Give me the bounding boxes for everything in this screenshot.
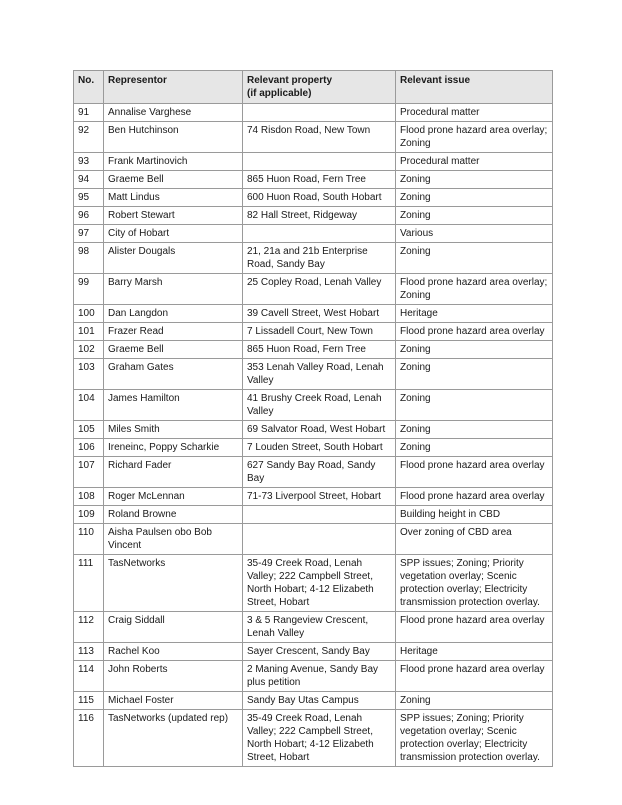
- cell-no: 94: [74, 171, 104, 189]
- table-body: [74, 104, 553, 767]
- cell-no: 92: [74, 122, 104, 153]
- cell-relevant-property: 82 Hall Street, Ridgeway: [243, 207, 396, 225]
- cell-no: 115: [74, 692, 104, 710]
- cell-no: 114: [74, 661, 104, 692]
- cell-representor: Alister Dougals: [104, 243, 243, 274]
- cell-relevant-issue: Heritage: [396, 643, 553, 661]
- cell-relevant-property: 7 Louden Street, South Hobart: [243, 439, 396, 457]
- cell-relevant-issue: Building height in CBD: [396, 506, 553, 524]
- cell-relevant-issue: Zoning: [396, 439, 553, 457]
- cell-no: 108: [74, 488, 104, 506]
- header-property-line2: (if applicable): [247, 88, 312, 99]
- cell-relevant-property: 39 Cavell Street, West Hobart: [243, 305, 396, 323]
- cell-representor: Michael Foster: [104, 692, 243, 710]
- cell-no: 98: [74, 243, 104, 274]
- cell-relevant-issue: Various: [396, 225, 553, 243]
- cell-relevant-issue: Zoning: [396, 341, 553, 359]
- cell-no: 104: [74, 390, 104, 421]
- cell-representor: Ireneinc, Poppy Scharkie: [104, 439, 243, 457]
- cell-relevant-issue: Zoning: [396, 171, 553, 189]
- cell-representor: Dan Langdon: [104, 305, 243, 323]
- cell-relevant-issue: SPP issues; Zoning; Priority vegetation overlay; Scenic protection overlay; Electricity transmission protection overlay.: [396, 710, 553, 767]
- cell-no: 113: [74, 643, 104, 661]
- cell-relevant-property: 2 Maning Avenue, Sandy Bay plus petition: [243, 661, 396, 692]
- cell-representor: Robert Stewart: [104, 207, 243, 225]
- cell-relevant-issue: SPP issues; Zoning; Priority vegetation overlay; Scenic protection overlay; Electricity transmission protection overlay.: [396, 555, 553, 612]
- cell-representor: City of Hobart: [104, 225, 243, 243]
- cell-relevant-issue: Heritage: [396, 305, 553, 323]
- representations-table: [73, 70, 553, 767]
- cell-relevant-issue: Zoning: [396, 359, 553, 390]
- table-row: [74, 225, 553, 243]
- cell-relevant-property: 25 Copley Road, Lenah Valley: [243, 274, 396, 305]
- cell-representor: Graham Gates: [104, 359, 243, 390]
- cell-no: 109: [74, 506, 104, 524]
- cell-relevant-issue: Flood prone hazard area overlay: [396, 323, 553, 341]
- table-row: [74, 439, 553, 457]
- cell-relevant-issue: Procedural matter: [396, 153, 553, 171]
- header-relevant-issue: Relevant issue: [396, 71, 553, 104]
- cell-representor: Miles Smith: [104, 421, 243, 439]
- table-row: [74, 359, 553, 390]
- table-row: [74, 692, 553, 710]
- cell-relevant-issue: Flood prone hazard area overlay: [396, 457, 553, 488]
- header-representor: Representor: [104, 71, 243, 104]
- header-property-line1: Relevant property: [247, 75, 333, 86]
- cell-relevant-property: 69 Salvator Road, West Hobart: [243, 421, 396, 439]
- cell-representor: Graeme Bell: [104, 341, 243, 359]
- cell-relevant-property: [243, 104, 396, 122]
- cell-representor: Annalise Varghese: [104, 104, 243, 122]
- table-row: [74, 189, 553, 207]
- cell-relevant-issue: Zoning: [396, 390, 553, 421]
- cell-relevant-property: 865 Huon Road, Fern Tree: [243, 341, 396, 359]
- cell-representor: Richard Fader: [104, 457, 243, 488]
- cell-representor: Ben Hutchinson: [104, 122, 243, 153]
- cell-representor: Aisha Paulsen obo Bob Vincent: [104, 524, 243, 555]
- cell-relevant-issue: Procedural matter: [396, 104, 553, 122]
- cell-no: 110: [74, 524, 104, 555]
- table-row: [74, 421, 553, 439]
- cell-relevant-issue: Flood prone hazard area overlay; Zoning: [396, 122, 553, 153]
- cell-no: 116: [74, 710, 104, 767]
- cell-relevant-property: 71-73 Liverpool Street, Hobart: [243, 488, 396, 506]
- cell-relevant-property: [243, 506, 396, 524]
- cell-relevant-property: 627 Sandy Bay Road, Sandy Bay: [243, 457, 396, 488]
- cell-relevant-property: 21, 21a and 21b Enterprise Road, Sandy Bay: [243, 243, 396, 274]
- table-row: [74, 171, 553, 189]
- cell-no: 102: [74, 341, 104, 359]
- cell-representor: Graeme Bell: [104, 171, 243, 189]
- cell-no: 91: [74, 104, 104, 122]
- table-row: [74, 661, 553, 692]
- table-row: [74, 104, 553, 122]
- table-row: [74, 612, 553, 643]
- cell-no: 107: [74, 457, 104, 488]
- cell-representor: Craig Siddall: [104, 612, 243, 643]
- cell-relevant-property: [243, 153, 396, 171]
- cell-no: 101: [74, 323, 104, 341]
- cell-no: 96: [74, 207, 104, 225]
- cell-relevant-issue: Flood prone hazard area overlay: [396, 488, 553, 506]
- cell-representor: Roger McLennan: [104, 488, 243, 506]
- table-row: [74, 341, 553, 359]
- cell-relevant-issue: Over zoning of CBD area: [396, 524, 553, 555]
- cell-relevant-property: 353 Lenah Valley Road, Lenah Valley: [243, 359, 396, 390]
- cell-relevant-issue: Flood prone hazard area overlay: [396, 661, 553, 692]
- table-row: [74, 305, 553, 323]
- table-row: [74, 555, 553, 612]
- table-header-row: [74, 71, 553, 104]
- table-row: [74, 207, 553, 225]
- table-row: [74, 243, 553, 274]
- cell-relevant-issue: Zoning: [396, 243, 553, 274]
- cell-relevant-property: 865 Huon Road, Fern Tree: [243, 171, 396, 189]
- header-relevant-property: [243, 71, 396, 104]
- cell-relevant-property: [243, 524, 396, 555]
- table-row: [74, 506, 553, 524]
- cell-relevant-property: 600 Huon Road, South Hobart: [243, 189, 396, 207]
- cell-no: 93: [74, 153, 104, 171]
- cell-relevant-property: Sayer Crescent, Sandy Bay: [243, 643, 396, 661]
- cell-relevant-issue: Zoning: [396, 189, 553, 207]
- cell-representor: John Roberts: [104, 661, 243, 692]
- cell-relevant-issue: Zoning: [396, 207, 553, 225]
- cell-no: 111: [74, 555, 104, 612]
- table-row: [74, 710, 553, 767]
- cell-relevant-issue: Flood prone hazard area overlay: [396, 612, 553, 643]
- cell-no: 95: [74, 189, 104, 207]
- cell-relevant-property: 35-49 Creek Road, Lenah Valley; 222 Campbell Street, North Hobart; 4-12 Elizabeth Street, Hobart: [243, 710, 396, 767]
- cell-representor: Barry Marsh: [104, 274, 243, 305]
- header-no: No.: [74, 71, 104, 104]
- cell-relevant-issue: Flood prone hazard area overlay; Zoning: [396, 274, 553, 305]
- cell-representor: Frank Martinovich: [104, 153, 243, 171]
- table-row: [74, 390, 553, 421]
- table-row: [74, 323, 553, 341]
- cell-relevant-issue: Zoning: [396, 421, 553, 439]
- cell-no: 105: [74, 421, 104, 439]
- cell-no: 97: [74, 225, 104, 243]
- table-row: [74, 643, 553, 661]
- cell-relevant-property: 35-49 Creek Road, Lenah Valley; 222 Campbell Street, North Hobart; 4-12 Elizabeth Street, Hobart: [243, 555, 396, 612]
- cell-no: 100: [74, 305, 104, 323]
- cell-relevant-property: [243, 225, 396, 243]
- cell-relevant-property: 74 Risdon Road, New Town: [243, 122, 396, 153]
- table-row: [74, 122, 553, 153]
- cell-no: 106: [74, 439, 104, 457]
- cell-representor: James Hamilton: [104, 390, 243, 421]
- cell-representor: Frazer Read: [104, 323, 243, 341]
- cell-no: 103: [74, 359, 104, 390]
- table-row: [74, 488, 553, 506]
- cell-relevant-issue: Zoning: [396, 692, 553, 710]
- cell-representor: Roland Browne: [104, 506, 243, 524]
- table-row: [74, 153, 553, 171]
- table-row: [74, 274, 553, 305]
- cell-representor: TasNetworks: [104, 555, 243, 612]
- cell-relevant-property: Sandy Bay Utas Campus: [243, 692, 396, 710]
- cell-representor: Rachel Koo: [104, 643, 243, 661]
- cell-relevant-property: 41 Brushy Creek Road, Lenah Valley: [243, 390, 396, 421]
- cell-representor: TasNetworks (updated rep): [104, 710, 243, 767]
- cell-relevant-property: 7 Lissadell Court, New Town: [243, 323, 396, 341]
- cell-relevant-property: 3 & 5 Rangeview Crescent, Lenah Valley: [243, 612, 396, 643]
- table-row: [74, 524, 553, 555]
- cell-no: 112: [74, 612, 104, 643]
- table-row: [74, 457, 553, 488]
- cell-representor: Matt Lindus: [104, 189, 243, 207]
- cell-no: 99: [74, 274, 104, 305]
